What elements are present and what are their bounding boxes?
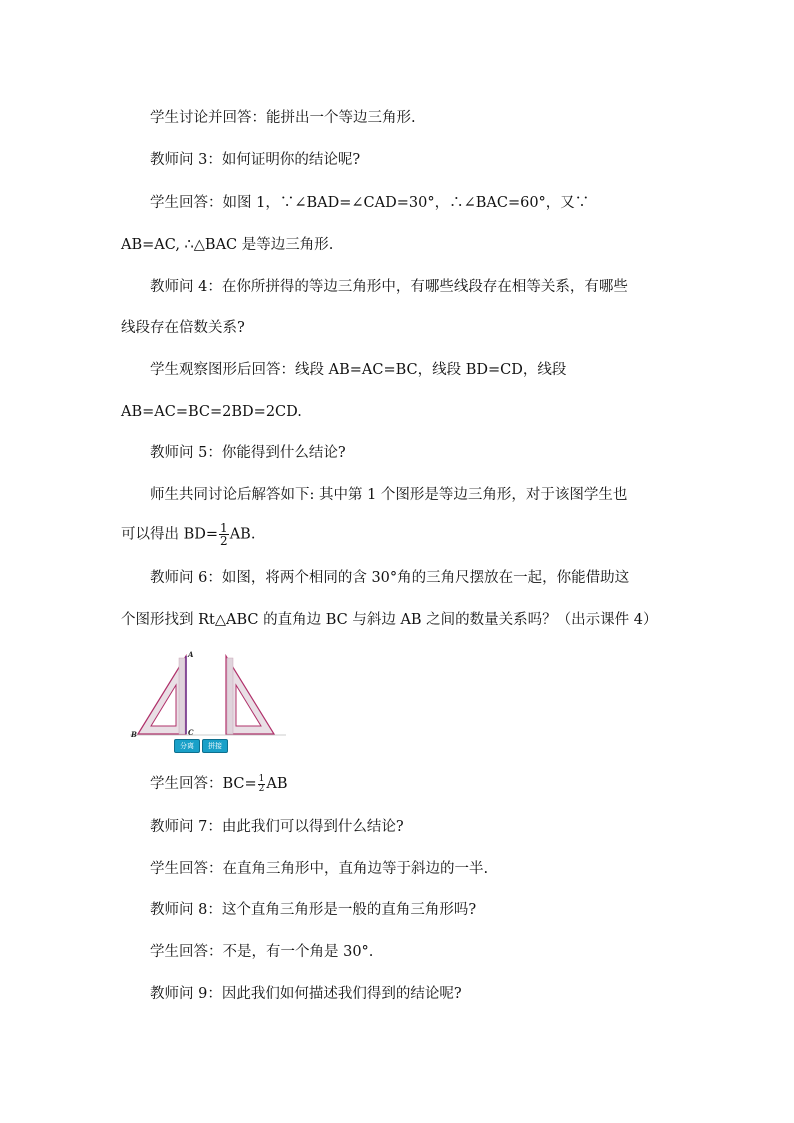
join-button[interactable]: 拼接 — [202, 739, 228, 753]
small-fraction-numerator: 1 — [258, 773, 265, 784]
paragraph-discussion: 师生共同讨论后解答如下: 其中第 1 个图形是等边三角形，对于该图学生也 — [150, 487, 628, 503]
paragraph-teacher-question-7: 教师问 7：由此我们可以得到什么结论? — [150, 819, 404, 835]
paragraph-student-answer-30-degree: 学生回答：不是，有一个角是 30°. — [150, 944, 374, 960]
vertex-label-c: C — [188, 728, 194, 737]
right-ruler-scale — [227, 658, 233, 734]
paragraph-teacher-question-3: 教师问 3：如何证明你的结论呢? — [150, 152, 361, 168]
paragraph-teacher-question-9: 教师问 9：因此我们如何描述我们得到的结论呢? — [150, 986, 462, 1002]
small-fraction-denominator: 2 — [258, 783, 265, 794]
left-triangle-hole — [151, 685, 176, 726]
triangle-ruler-figure — [128, 650, 288, 755]
fraction-one-half-small — [258, 775, 266, 794]
paragraph-student-answer-1: 学生讨论并回答：能拼出一个等边三角形. — [150, 110, 416, 126]
paragraph-teacher-question-8: 教师问 8：这个直角三角形是一般的直角三角形吗? — [150, 902, 477, 918]
fraction-denominator: 2 — [220, 534, 228, 548]
left-ruler-scale — [179, 658, 185, 734]
paragraph-student-answer-2: 学生回答：如图 1，∵∠BAD=∠CAD=30°，∴∠BAC=60°，又∵ — [150, 195, 590, 211]
vertex-label-b: B — [131, 730, 137, 739]
paragraph-teacher-question-4: 教师问 4：在你所拼得的等边三角形中，有哪些线段存在相等关系，有哪些 — [150, 279, 628, 295]
paragraph-student-answer-conclusion: 学生回答：在直角三角形中，直角边等于斜边的一半. — [150, 861, 489, 877]
paragraph-student-answer-bc — [150, 774, 288, 794]
paragraph-teacher-question-4-cont: 线段存在倍数关系? — [121, 320, 245, 336]
separate-button[interactable]: 分离 — [174, 739, 200, 753]
triangle-rulers-illustration — [128, 650, 288, 742]
formula-bc-prefix: 学生回答：BC= — [150, 776, 257, 792]
right-triangle-hole — [236, 685, 261, 726]
paragraph-teacher-question-6: 教师问 6：如图，将两个相同的含 30°角的三角尺摆放在一起，你能借助这 — [150, 570, 630, 586]
fraction-one-half — [219, 522, 229, 547]
paragraph-teacher-question-6-cont: 个图形找到 Rt△ABC 的直角边 BC 与斜边 AB 之间的数量关系吗？（出示课件 4） — [121, 612, 658, 628]
vertex-label-a: A — [188, 650, 194, 659]
paragraph-student-observation-cont: AB=AC=BC=2BD=2CD. — [121, 404, 302, 420]
formula-prefix: 可以得出 BD= — [121, 526, 219, 543]
paragraph-student-answer-2-cont: AB=AC, ∴△BAC 是等边三角形. — [121, 237, 334, 253]
fraction-numerator: 1 — [220, 521, 228, 535]
formula-bc-suffix: AB — [266, 776, 288, 792]
paragraph-teacher-question-5: 教师问 5：你能得到什么结论? — [150, 445, 346, 461]
paragraph-student-observation: 学生观察图形后回答：线段 AB=AC=BC，线段 BD=CD，线段 — [150, 362, 567, 378]
formula-suffix: AB. — [229, 526, 256, 543]
paragraph-discussion-formula — [121, 522, 255, 547]
